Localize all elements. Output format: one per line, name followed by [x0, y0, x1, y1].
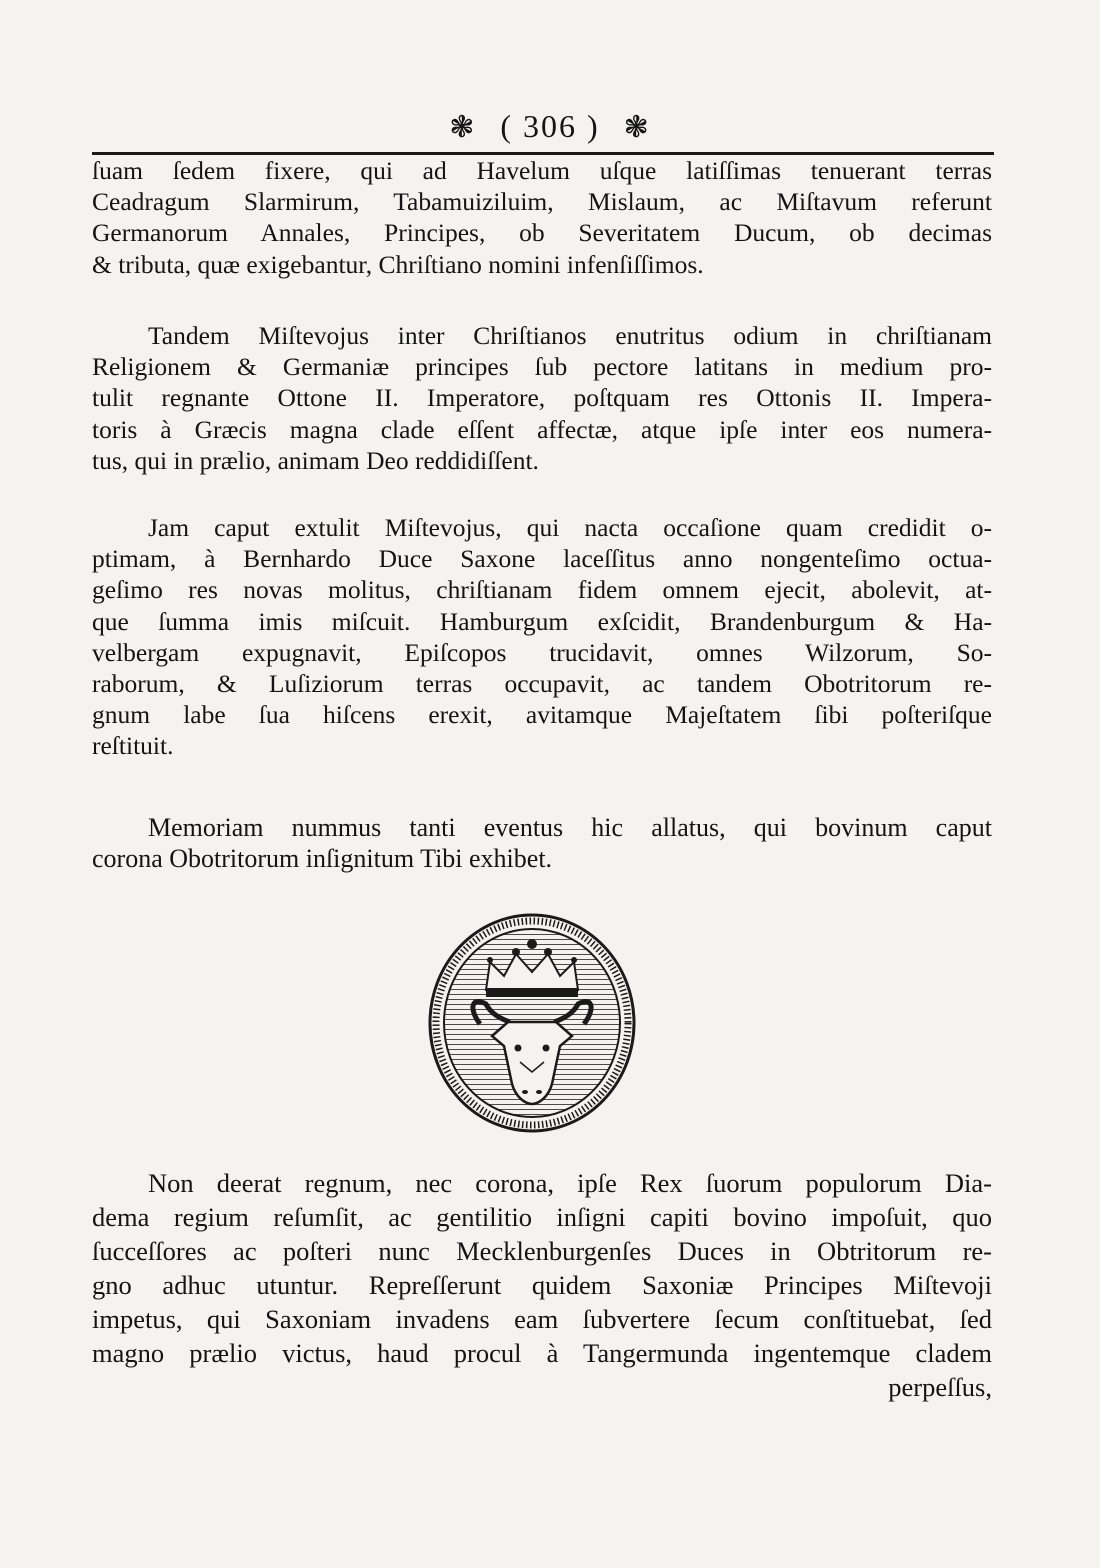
text-line: ſucceſſores ac poſteri nunc Mecklenburgenſes Duces in Obtritorum re- — [92, 1236, 992, 1266]
page-number: ( 306 ) — [500, 108, 600, 144]
text-line: corona Obotritorum inſignitum Tibi exhibet. — [92, 844, 553, 874]
text-line: ſuam ſedem fixere, qui ad Havelum uſque latiſſimas tenuerant terras — [92, 156, 992, 185]
text-line: Memoriam nummus tanti eventus hic allatus, qui bovinum caput — [148, 813, 992, 842]
text-line: tulit regnante Ottone II. Imperatore, poſtquam res Ottonis II. Impera- — [92, 383, 992, 413]
paragraph-5 — [92, 1166, 992, 1404]
text-line: & tributa, quæ exigebantur, Chriſtiano nomini infenſiſſimos. — [92, 249, 704, 279]
text-line: Tandem Miſtevojus inter Chriſtianos enutritus odium in chriſtianam — [148, 321, 992, 350]
catchword: perpeſſus, — [888, 1372, 992, 1402]
text-line: Jam caput extulit Miſtevojus, qui nacta occaſione quam credidit o- — [148, 513, 992, 542]
coin-illustration — [428, 912, 636, 1134]
text-line: velbergam expugnavit, Epiſcopos trucidavit, omnes Wilzorum, So- — [92, 637, 992, 667]
text-line: tus, qui in prælio, animam Deo reddidiſſent. — [92, 445, 539, 475]
text-line: que ſumma imis miſcuit. Hamburgum exſcidit, Brandenburgum & Ha- — [92, 606, 992, 636]
text-line: dema regium reſumſit, ac gentilitio inſigni capiti bovino impoſuit, quo — [92, 1202, 992, 1232]
text-line: toris à Græcis magna clade eſſent affectæ, atque ipſe inter eos numera- — [92, 414, 992, 444]
text-line: Ceadragum Slarmirum, Tabamuiziluim, Mislaum, ac Miſtavum referunt — [92, 187, 992, 217]
left-flower-ornament-icon: ❃ — [449, 111, 477, 144]
paragraph-2 — [92, 320, 992, 476]
paragraph-4 — [92, 812, 992, 874]
paragraph-1 — [92, 155, 992, 280]
text-line: Germanorum Annales, Principes, ob Severitatem Ducum, ob decimas — [92, 218, 992, 248]
text-line: reſtituit. — [92, 731, 174, 761]
text-line: Non deerat regnum, nec corona, ipſe Rex ſuorum populorum Dia- — [148, 1168, 992, 1198]
text-line: gno adhuc utuntur. Repreſſerunt quidem Saxoniæ Principes Miſtevoji — [92, 1270, 992, 1300]
text-line: geſimo res novas molitus, chriſtianam fidem omnem ejecit, abolevit, at- — [92, 575, 992, 605]
text-line: raborum, & Luſiziorum terras occupavit, ac tandem Obotritorum re- — [92, 669, 992, 699]
paragraph-3 — [92, 512, 992, 762]
right-flower-ornament-icon: ❃ — [623, 111, 651, 144]
text-line: ptimam, à Bernhardo Duce Saxone laceſſitus anno nongenteſimo octua- — [92, 544, 992, 574]
text-line: gnum labe ſua hiſcens erexit, avitamque Majeſtatem ſibi poſteriſque — [92, 700, 992, 730]
text-line: magno prælio victus, haud procul à Tangermunda ingentemque cladem — [92, 1338, 992, 1368]
text-line: impetus, qui Saxoniam invadens eam ſubvertere ſecum conſtituebat, ſed — [92, 1304, 992, 1334]
text-line: Religionem & Germaniæ principes ſub pectore latitans in medium pro- — [92, 352, 992, 382]
page-header — [0, 108, 1100, 145]
